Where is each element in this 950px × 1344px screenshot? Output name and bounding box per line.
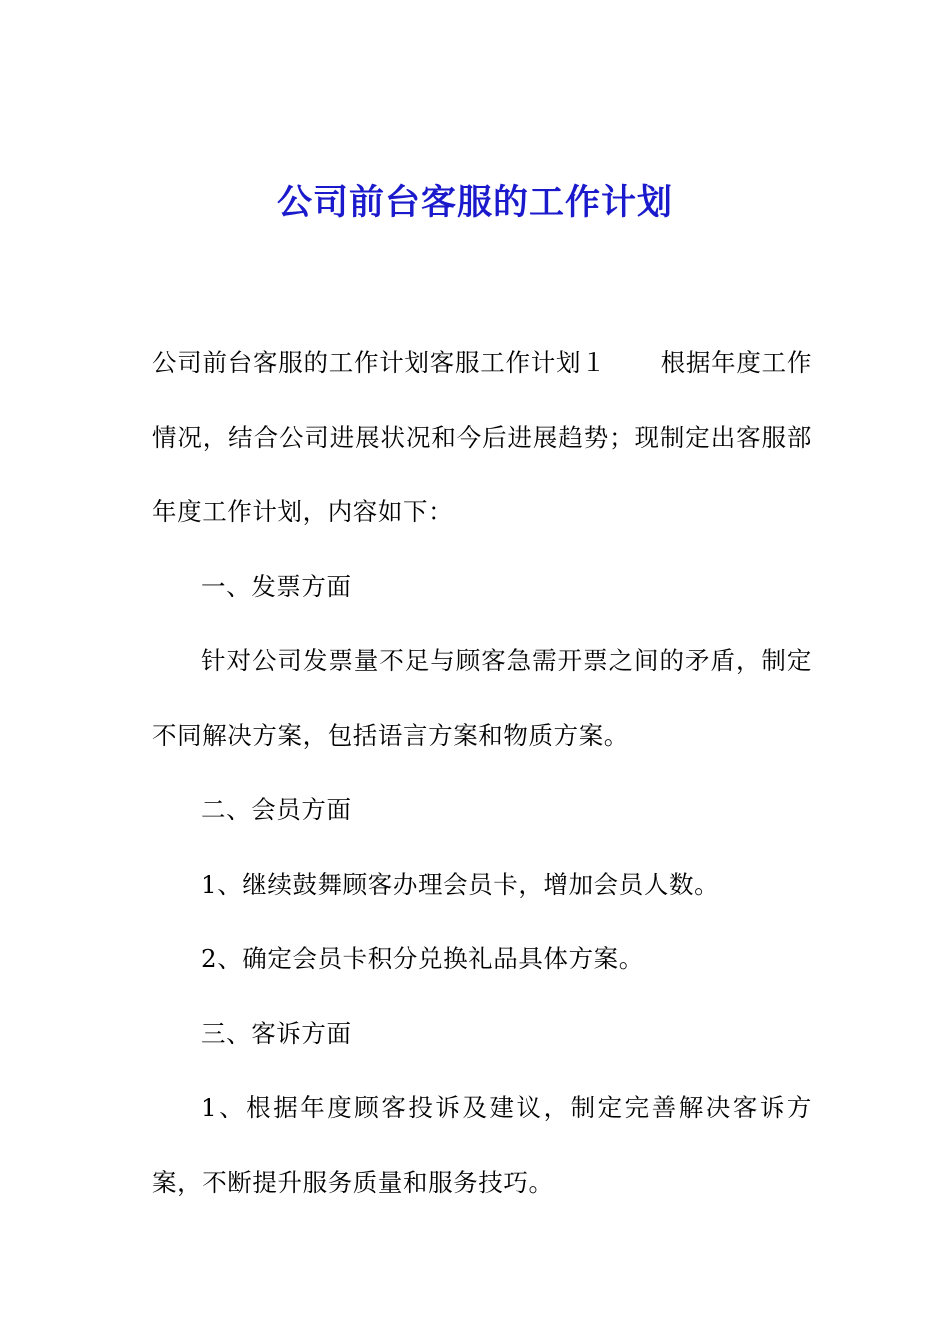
list-item-membership-2: 2、确定会员卡积分兑换礼品具体方案。: [201, 944, 644, 973]
list-item-membership-1: 1、继续鼓舞顾客办理会员卡，增加会员人数。: [201, 869, 720, 899]
section-heading-membership: 二、会员方面: [201, 795, 352, 824]
list-item-complaints-1: 1、根据年度顾客投诉及建议，制定完善解决客诉方案，不断提升服务质量和服务技巧。: [152, 1093, 812, 1197]
intro-text: 根据年度工作情况，结合公司进展状况和今后进展趋势；现制定出客服部年度工作计划，内容如下：: [152, 348, 812, 526]
section-heading-complaints: 三、客诉方面: [201, 1018, 352, 1048]
paragraph-invoice: 针对公司发票量不足与顾客急需开票之间的矛盾，制定不同解决方案，包括语言方案和物质方案。: [152, 646, 812, 750]
section-heading-invoice: 一、发票方面: [201, 571, 352, 601]
document-body: [152, 326, 812, 1220]
paragraph-intro: [152, 326, 812, 550]
intro-lead: 公司前台客服的工作计划客服工作计划１: [152, 348, 607, 377]
document-title: 公司前台客服的工作计划: [276, 183, 673, 223]
